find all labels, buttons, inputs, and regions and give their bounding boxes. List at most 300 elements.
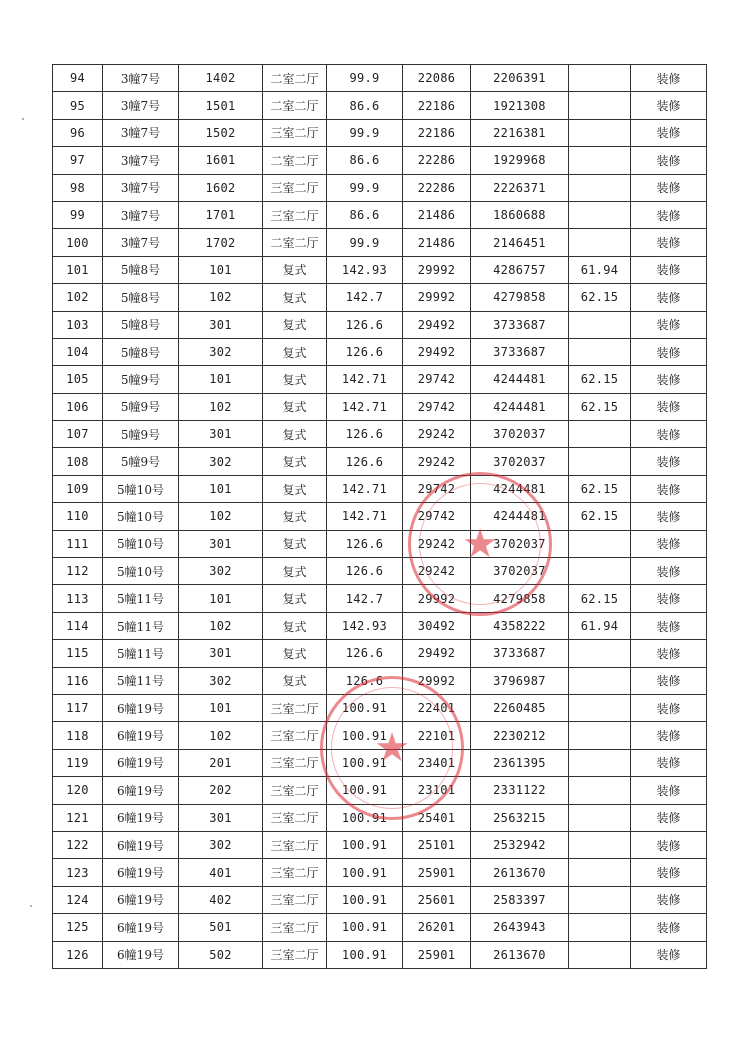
building-unit-cell: 5幢10号 [103, 475, 179, 502]
row-number-cell: 98 [53, 174, 103, 201]
building-unit-cell: 5幢10号 [103, 530, 179, 557]
area-cell: 142.7 [327, 585, 403, 612]
layout-cell: 复式 [263, 421, 327, 448]
room-number-cell: 101 [179, 694, 263, 721]
room-number-cell: 302 [179, 831, 263, 858]
layout-cell: 三室二厅 [263, 859, 327, 886]
remark-cell: 装修 [631, 174, 707, 201]
layout-cell: 二室二厅 [263, 147, 327, 174]
remark-cell: 装修 [631, 256, 707, 283]
table-row [53, 366, 707, 393]
extra-area-cell [569, 119, 631, 146]
extra-area-cell: 62.15 [569, 475, 631, 502]
building-unit-cell: 6幢19号 [103, 722, 179, 749]
total-price-cell: 2613670 [471, 859, 569, 886]
table-row [53, 667, 707, 694]
building-unit-cell: 5幢11号 [103, 640, 179, 667]
room-number-cell: 1501 [179, 92, 263, 119]
extra-area-cell [569, 941, 631, 968]
total-price-cell: 1921308 [471, 92, 569, 119]
area-cell: 86.6 [327, 92, 403, 119]
building-unit-cell: 5幢8号 [103, 256, 179, 283]
table-row [53, 393, 707, 420]
remark-cell: 装修 [631, 612, 707, 639]
room-number-cell: 202 [179, 777, 263, 804]
total-price-cell: 4244481 [471, 366, 569, 393]
table-row [53, 886, 707, 913]
table-row [53, 147, 707, 174]
area-cell: 142.71 [327, 475, 403, 502]
building-unit-cell: 5幢10号 [103, 558, 179, 585]
room-number-cell: 1702 [179, 229, 263, 256]
total-price-cell: 2563215 [471, 804, 569, 831]
layout-cell: 三室二厅 [263, 201, 327, 228]
remark-cell: 装修 [631, 284, 707, 311]
room-number-cell: 101 [179, 475, 263, 502]
remark-cell: 装修 [631, 749, 707, 776]
row-number-cell: 113 [53, 585, 103, 612]
row-number-cell: 107 [53, 421, 103, 448]
building-unit-cell: 5幢11号 [103, 612, 179, 639]
table-row [53, 503, 707, 530]
remark-cell: 装修 [631, 65, 707, 92]
area-cell: 126.6 [327, 338, 403, 365]
area-cell: 99.9 [327, 65, 403, 92]
building-unit-cell: 5幢11号 [103, 585, 179, 612]
remark-cell: 装修 [631, 886, 707, 913]
table-row [53, 749, 707, 776]
extra-area-cell [569, 201, 631, 228]
total-price-cell: 4279858 [471, 284, 569, 311]
layout-cell: 复式 [263, 448, 327, 475]
remark-cell: 装修 [631, 530, 707, 557]
room-number-cell: 401 [179, 859, 263, 886]
layout-cell: 复式 [263, 366, 327, 393]
unit-price-cell: 22086 [403, 65, 471, 92]
extra-area-cell: 61.94 [569, 256, 631, 283]
row-number-cell: 121 [53, 804, 103, 831]
area-cell: 126.6 [327, 421, 403, 448]
room-number-cell: 201 [179, 749, 263, 776]
extra-area-cell [569, 667, 631, 694]
building-unit-cell: 5幢10号 [103, 503, 179, 530]
unit-price-cell: 25901 [403, 941, 471, 968]
layout-cell: 三室二厅 [263, 749, 327, 776]
unit-price-cell: 29492 [403, 311, 471, 338]
table-row [53, 777, 707, 804]
table-row [53, 284, 707, 311]
room-number-cell: 301 [179, 804, 263, 831]
remark-cell: 装修 [631, 201, 707, 228]
layout-cell: 复式 [263, 667, 327, 694]
row-number-cell: 105 [53, 366, 103, 393]
layout-cell: 复式 [263, 475, 327, 502]
table-row [53, 914, 707, 941]
area-cell: 126.6 [327, 530, 403, 557]
area-cell: 142.71 [327, 503, 403, 530]
total-price-cell: 2643943 [471, 914, 569, 941]
unit-price-cell: 22101 [403, 722, 471, 749]
remark-cell: 装修 [631, 475, 707, 502]
unit-price-cell: 29492 [403, 338, 471, 365]
layout-cell: 复式 [263, 393, 327, 420]
remark-cell: 装修 [631, 421, 707, 448]
area-cell: 142.93 [327, 612, 403, 639]
remark-cell: 装修 [631, 503, 707, 530]
extra-area-cell [569, 777, 631, 804]
remark-cell: 装修 [631, 914, 707, 941]
extra-area-cell [569, 804, 631, 831]
extra-area-cell [569, 311, 631, 338]
total-price-cell: 4279858 [471, 585, 569, 612]
table-row [53, 941, 707, 968]
remark-cell: 装修 [631, 448, 707, 475]
layout-cell: 二室二厅 [263, 229, 327, 256]
extra-area-cell [569, 92, 631, 119]
layout-cell: 复式 [263, 640, 327, 667]
total-price-cell: 2331122 [471, 777, 569, 804]
total-price-cell: 3702037 [471, 558, 569, 585]
table-row [53, 92, 707, 119]
extra-area-cell [569, 749, 631, 776]
extra-area-cell: 62.15 [569, 503, 631, 530]
remark-cell: 装修 [631, 640, 707, 667]
room-number-cell: 102 [179, 722, 263, 749]
table-row [53, 229, 707, 256]
layout-cell: 复式 [263, 256, 327, 283]
remark-cell: 装修 [631, 558, 707, 585]
layout-cell: 三室二厅 [263, 174, 327, 201]
layout-cell: 复式 [263, 612, 327, 639]
total-price-cell: 2613670 [471, 941, 569, 968]
layout-cell: 复式 [263, 530, 327, 557]
row-number-cell: 108 [53, 448, 103, 475]
row-number-cell: 116 [53, 667, 103, 694]
area-cell: 142.7 [327, 284, 403, 311]
unit-price-cell: 23101 [403, 777, 471, 804]
remark-cell: 装修 [631, 393, 707, 420]
area-cell: 99.9 [327, 119, 403, 146]
building-unit-cell: 5幢9号 [103, 448, 179, 475]
table-row [53, 722, 707, 749]
total-price-cell: 3733687 [471, 311, 569, 338]
remark-cell: 装修 [631, 941, 707, 968]
area-cell: 100.91 [327, 914, 403, 941]
unit-price-cell: 22401 [403, 694, 471, 721]
row-number-cell: 106 [53, 393, 103, 420]
unit-price-cell: 30492 [403, 612, 471, 639]
extra-area-cell [569, 65, 631, 92]
extra-area-cell [569, 831, 631, 858]
layout-cell: 三室二厅 [263, 777, 327, 804]
total-price-cell: 4244481 [471, 393, 569, 420]
row-number-cell: 104 [53, 338, 103, 365]
row-number-cell: 97 [53, 147, 103, 174]
extra-area-cell [569, 174, 631, 201]
total-price-cell: 3733687 [471, 640, 569, 667]
remark-cell: 装修 [631, 831, 707, 858]
row-number-cell: 103 [53, 311, 103, 338]
remark-cell: 装修 [631, 366, 707, 393]
area-cell: 126.6 [327, 311, 403, 338]
layout-cell: 三室二厅 [263, 804, 327, 831]
unit-price-cell: 29742 [403, 503, 471, 530]
area-cell: 142.93 [327, 256, 403, 283]
room-number-cell: 101 [179, 256, 263, 283]
area-cell: 100.91 [327, 777, 403, 804]
room-number-cell: 301 [179, 640, 263, 667]
remark-cell: 装修 [631, 585, 707, 612]
building-unit-cell: 5幢9号 [103, 366, 179, 393]
area-cell: 99.9 [327, 174, 403, 201]
room-number-cell: 302 [179, 338, 263, 365]
total-price-cell: 3733687 [471, 338, 569, 365]
area-cell: 86.6 [327, 201, 403, 228]
total-price-cell: 4286757 [471, 256, 569, 283]
total-price-cell: 2206391 [471, 65, 569, 92]
extra-area-cell: 62.15 [569, 284, 631, 311]
extra-area-cell [569, 448, 631, 475]
unit-price-cell: 22286 [403, 147, 471, 174]
layout-cell: 三室二厅 [263, 941, 327, 968]
room-number-cell: 302 [179, 667, 263, 694]
row-number-cell: 125 [53, 914, 103, 941]
building-unit-cell: 6幢19号 [103, 886, 179, 913]
room-number-cell: 1701 [179, 201, 263, 228]
remark-cell: 装修 [631, 694, 707, 721]
area-cell: 142.71 [327, 366, 403, 393]
room-number-cell: 402 [179, 886, 263, 913]
table-row [53, 558, 707, 585]
scan-speck [22, 118, 24, 120]
total-price-cell: 3796987 [471, 667, 569, 694]
building-unit-cell: 6幢19号 [103, 804, 179, 831]
layout-cell: 三室二厅 [263, 914, 327, 941]
table-row [53, 530, 707, 557]
remark-cell: 装修 [631, 777, 707, 804]
building-unit-cell: 5幢8号 [103, 284, 179, 311]
unit-price-cell: 25901 [403, 859, 471, 886]
layout-cell: 复式 [263, 585, 327, 612]
room-number-cell: 102 [179, 503, 263, 530]
building-unit-cell: 5幢8号 [103, 338, 179, 365]
unit-price-cell: 25601 [403, 886, 471, 913]
unit-price-cell: 25401 [403, 804, 471, 831]
unit-price-cell: 29492 [403, 640, 471, 667]
row-number-cell: 109 [53, 475, 103, 502]
building-unit-cell: 3幢7号 [103, 229, 179, 256]
layout-cell: 三室二厅 [263, 831, 327, 858]
area-cell: 100.91 [327, 831, 403, 858]
extra-area-cell [569, 229, 631, 256]
unit-price-cell: 22186 [403, 119, 471, 146]
room-number-cell: 1402 [179, 65, 263, 92]
layout-cell: 复式 [263, 284, 327, 311]
room-number-cell: 102 [179, 284, 263, 311]
unit-price-cell: 29242 [403, 530, 471, 557]
row-number-cell: 96 [53, 119, 103, 146]
extra-area-cell [569, 530, 631, 557]
area-cell: 100.91 [327, 941, 403, 968]
total-price-cell: 2532942 [471, 831, 569, 858]
building-unit-cell: 5幢8号 [103, 311, 179, 338]
extra-area-cell: 62.15 [569, 585, 631, 612]
table-row [53, 311, 707, 338]
area-cell: 126.6 [327, 640, 403, 667]
total-price-cell: 2583397 [471, 886, 569, 913]
building-unit-cell: 5幢9号 [103, 421, 179, 448]
room-number-cell: 501 [179, 914, 263, 941]
layout-cell: 三室二厅 [263, 886, 327, 913]
row-number-cell: 112 [53, 558, 103, 585]
total-price-cell: 2216381 [471, 119, 569, 146]
building-unit-cell: 3幢7号 [103, 201, 179, 228]
row-number-cell: 118 [53, 722, 103, 749]
row-number-cell: 124 [53, 886, 103, 913]
unit-price-cell: 29242 [403, 448, 471, 475]
area-cell: 86.6 [327, 147, 403, 174]
red-star-seal-icon: ★ [462, 521, 498, 567]
table-row [53, 201, 707, 228]
remark-cell: 装修 [631, 119, 707, 146]
table-row [53, 119, 707, 146]
extra-area-cell [569, 147, 631, 174]
remark-cell: 装修 [631, 859, 707, 886]
unit-price-cell: 29742 [403, 393, 471, 420]
layout-cell: 三室二厅 [263, 722, 327, 749]
row-number-cell: 120 [53, 777, 103, 804]
table-row [53, 475, 707, 502]
room-number-cell: 1601 [179, 147, 263, 174]
total-price-cell: 1929968 [471, 147, 569, 174]
total-price-cell: 3702037 [471, 530, 569, 557]
total-price-cell: 4244481 [471, 475, 569, 502]
red-star-seal-icon: ★ [374, 725, 410, 771]
scan-speck [30, 905, 32, 907]
area-cell: 126.6 [327, 448, 403, 475]
layout-cell: 复式 [263, 503, 327, 530]
building-unit-cell: 6幢19号 [103, 694, 179, 721]
area-cell: 100.91 [327, 722, 403, 749]
room-number-cell: 301 [179, 530, 263, 557]
total-price-cell: 3702037 [471, 421, 569, 448]
room-number-cell: 301 [179, 311, 263, 338]
room-number-cell: 101 [179, 585, 263, 612]
table-row [53, 256, 707, 283]
total-price-cell: 2226371 [471, 174, 569, 201]
building-unit-cell: 3幢7号 [103, 147, 179, 174]
row-number-cell: 95 [53, 92, 103, 119]
unit-price-cell: 29242 [403, 558, 471, 585]
extra-area-cell [569, 859, 631, 886]
table-row [53, 448, 707, 475]
layout-cell: 三室二厅 [263, 119, 327, 146]
building-unit-cell: 3幢7号 [103, 92, 179, 119]
unit-price-cell: 29992 [403, 667, 471, 694]
extra-area-cell [569, 914, 631, 941]
row-number-cell: 114 [53, 612, 103, 639]
row-number-cell: 102 [53, 284, 103, 311]
table-row [53, 640, 707, 667]
building-unit-cell: 6幢19号 [103, 859, 179, 886]
unit-price-cell: 29742 [403, 366, 471, 393]
extra-area-cell: 62.15 [569, 366, 631, 393]
room-number-cell: 1602 [179, 174, 263, 201]
area-cell: 99.9 [327, 229, 403, 256]
extra-area-cell [569, 421, 631, 448]
layout-cell: 三室二厅 [263, 694, 327, 721]
layout-cell: 复式 [263, 558, 327, 585]
unit-price-cell: 29742 [403, 475, 471, 502]
unit-price-cell: 25101 [403, 831, 471, 858]
table-row [53, 859, 707, 886]
building-unit-cell: 5幢11号 [103, 667, 179, 694]
area-cell: 100.91 [327, 749, 403, 776]
area-cell: 100.91 [327, 694, 403, 721]
room-number-cell: 301 [179, 421, 263, 448]
remark-cell: 装修 [631, 229, 707, 256]
total-price-cell: 3702037 [471, 448, 569, 475]
unit-price-cell: 23401 [403, 749, 471, 776]
total-price-cell: 4358222 [471, 612, 569, 639]
unit-price-cell: 29992 [403, 256, 471, 283]
table-row [53, 421, 707, 448]
row-number-cell: 119 [53, 749, 103, 776]
layout-cell: 二室二厅 [263, 65, 327, 92]
row-number-cell: 94 [53, 65, 103, 92]
remark-cell: 装修 [631, 722, 707, 749]
unit-price-cell: 29992 [403, 284, 471, 311]
extra-area-cell [569, 338, 631, 365]
total-price-cell: 2361395 [471, 749, 569, 776]
remark-cell: 装修 [631, 311, 707, 338]
building-unit-cell: 3幢7号 [103, 174, 179, 201]
area-cell: 100.91 [327, 886, 403, 913]
remark-cell: 装修 [631, 147, 707, 174]
room-number-cell: 101 [179, 366, 263, 393]
total-price-cell: 2146451 [471, 229, 569, 256]
building-unit-cell: 3幢7号 [103, 119, 179, 146]
total-price-cell: 1860688 [471, 201, 569, 228]
table-row [53, 804, 707, 831]
area-cell: 126.6 [327, 667, 403, 694]
room-number-cell: 502 [179, 941, 263, 968]
remark-cell: 装修 [631, 804, 707, 831]
row-number-cell: 100 [53, 229, 103, 256]
room-number-cell: 102 [179, 612, 263, 639]
building-unit-cell: 6幢19号 [103, 914, 179, 941]
unit-price-cell: 22286 [403, 174, 471, 201]
building-unit-cell: 3幢7号 [103, 65, 179, 92]
row-number-cell: 123 [53, 859, 103, 886]
row-number-cell: 111 [53, 530, 103, 557]
unit-price-cell: 29242 [403, 421, 471, 448]
unit-price-cell: 21486 [403, 201, 471, 228]
building-unit-cell: 6幢19号 [103, 749, 179, 776]
unit-price-cell: 22186 [403, 92, 471, 119]
extra-area-cell: 61.94 [569, 612, 631, 639]
layout-cell: 复式 [263, 338, 327, 365]
extra-area-cell [569, 722, 631, 749]
row-number-cell: 99 [53, 201, 103, 228]
table-row [53, 694, 707, 721]
building-unit-cell: 6幢19号 [103, 941, 179, 968]
extra-area-cell [569, 640, 631, 667]
table-row [53, 612, 707, 639]
table-row [53, 831, 707, 858]
layout-cell: 复式 [263, 311, 327, 338]
room-number-cell: 302 [179, 558, 263, 585]
